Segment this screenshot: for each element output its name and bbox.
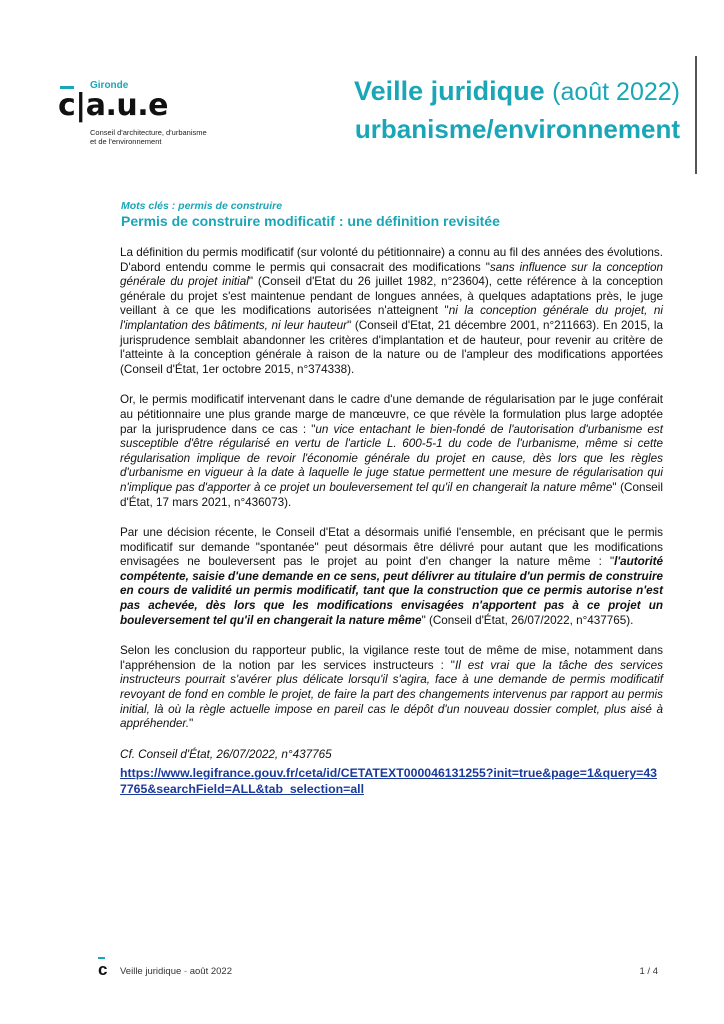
header-divider bbox=[695, 56, 697, 174]
document-title-main: Veille juridique bbox=[354, 76, 545, 106]
text-run: Selon les conclusion du rapporteur public, la vigilance reste tout de même de mise, notamment dans l'appréhension de la notion par les services instructeurs : " bbox=[120, 644, 663, 672]
article-body bbox=[120, 246, 663, 797]
logo-subtitle-line2: et de l'environnement bbox=[90, 137, 162, 146]
text-run: " (Conseil d'Etat du 26 juillet 1982, n°23604), cette référence à la conception générale du projet s'est maintenue pendant de longues années, à quelques adaptations près, le juge veillant à ce que les modifications autorisées n'atteignent " bbox=[120, 275, 663, 318]
legifrance-link[interactable]: https://www.legifrance.gouv.fr/ceta/id/CETATEXT000046131255?init=true&page=1&query=437765&searchField=ALL&tab_selection=all bbox=[120, 766, 658, 797]
text-run: un vice entachant le bien-fondé de l'autorisation d'urbanisme est susceptible d'être régularisé en vertu de l'article L. 600-5-1 du code de l'urbanisme, même si cette régularisation implique de revoir l'économie générale du projet en cause, dès lors que les règles d'urbanisme en vigueur à la date à laquelle le juge statue permettent une mesure de régularisation qui n'implique pas d'apporter à ce projet un bouleversement tel qu'il en changerait la nature même bbox=[120, 422, 664, 494]
paragraph-4 bbox=[120, 644, 663, 732]
paragraph-3 bbox=[120, 526, 663, 628]
text-run: Par une décision récente, le Conseil d'Etat a désormais unifié l'ensemble, en précisant que le permis modificatif sur demande "spontanée" peut désormais être délivré pour autant que les modifications envisagées ne bouleversent pas le projet au point d'en changer la nature même : " bbox=[120, 526, 663, 569]
article-heading: Permis de construire modificatif : une définition revisitée bbox=[121, 213, 500, 229]
text-run: " bbox=[189, 717, 194, 731]
footer-date: août 2022 bbox=[189, 966, 232, 977]
document-title bbox=[354, 76, 680, 107]
footer-logo-mark: c bbox=[98, 960, 108, 979]
logo-mark: c|a.u.e bbox=[58, 88, 168, 123]
text-run: " (Conseil d'Etat, 21 décembre 2001, n°211663). En 2015, la jurisprudence semblait abandonner les critères d'implantation et de hauteur, pour revenir au critère de l'atteinte à la conception générale à raison de la nature ou de l'ampleur des modifications apportées (Conseil d'État, 1er octobre 2015, n°374338). bbox=[120, 318, 663, 376]
citation: Cf. Conseil d'État, 26/07/2022, n°437765 bbox=[120, 747, 332, 761]
document-subtitle: urbanisme/environnement bbox=[354, 114, 680, 144]
logo-subtitle bbox=[90, 128, 270, 146]
text-run: " (Conseil d'État, 17 mars 2021, n°436073). bbox=[120, 480, 663, 509]
text-run: sans influence sur la conception générale du projet initial bbox=[120, 260, 663, 289]
paragraph-2 bbox=[120, 393, 663, 510]
text-run: ni la conception générale du projet, ni l'implantation des bâtiments, ni leur hauteur bbox=[120, 304, 664, 332]
text-run: Or, le permis modificatif intervenant dans le cadre d'une demande de régularisation par le juge conférait au pétitionnaire une plus grande marge de manœuvre, ce que révèle la formulation plus large adoptée par la jurisprudence dans ce cas : " bbox=[120, 393, 663, 436]
logo-region: Gironde bbox=[90, 80, 129, 91]
text-run: " (Conseil d'État, 26/07/2022, n°437765). bbox=[421, 613, 634, 627]
text-run: l'autorité compétente, saisie d'une demande en ce sens, peut délivrer au titulaire d'un permis de construire en cours de validité un permis modificatif, tant que la construction que ce permis autorise n'est pas achevée, dès lors que les modifications envisagées n'apportent pas à ce projet un bouleversement tel qu'il en changerait la nature même bbox=[120, 555, 663, 627]
footer-label bbox=[120, 966, 232, 977]
text-run: Il est vrai que la tâche des services instructeurs pourrait s'avérer plus délicate lorsqu'il s'agira, face à une demande de permis modificatif revoyant de fond en comble le projet, de faire la part des changements intervenus par rapport au permis initial, là où la règle actuelle impose en pareil cas le dépôt d'un nouveau dossier complet, plus aisé à appréhender. bbox=[120, 658, 663, 731]
page-number: 1 / 4 bbox=[639, 966, 658, 977]
caue-logo bbox=[58, 80, 260, 156]
article-keywords: Mots clés : permis de construire bbox=[121, 200, 283, 212]
paragraph-1 bbox=[120, 246, 663, 377]
footer-accent-bar bbox=[98, 957, 105, 959]
footer-separator: - bbox=[181, 966, 190, 977]
logo-subtitle-line1: Conseil d'architecture, d'urbanisme bbox=[90, 128, 207, 137]
text-run: La définition du permis modificatif (sur volonté du pétitionnaire) a connu au fil des années des évolutions. D'abord entendu comme le permis qui consacrait des modifications " bbox=[120, 246, 663, 274]
footer-title: Veille juridique bbox=[120, 966, 182, 977]
document-title-date: (août 2022) bbox=[552, 78, 680, 106]
